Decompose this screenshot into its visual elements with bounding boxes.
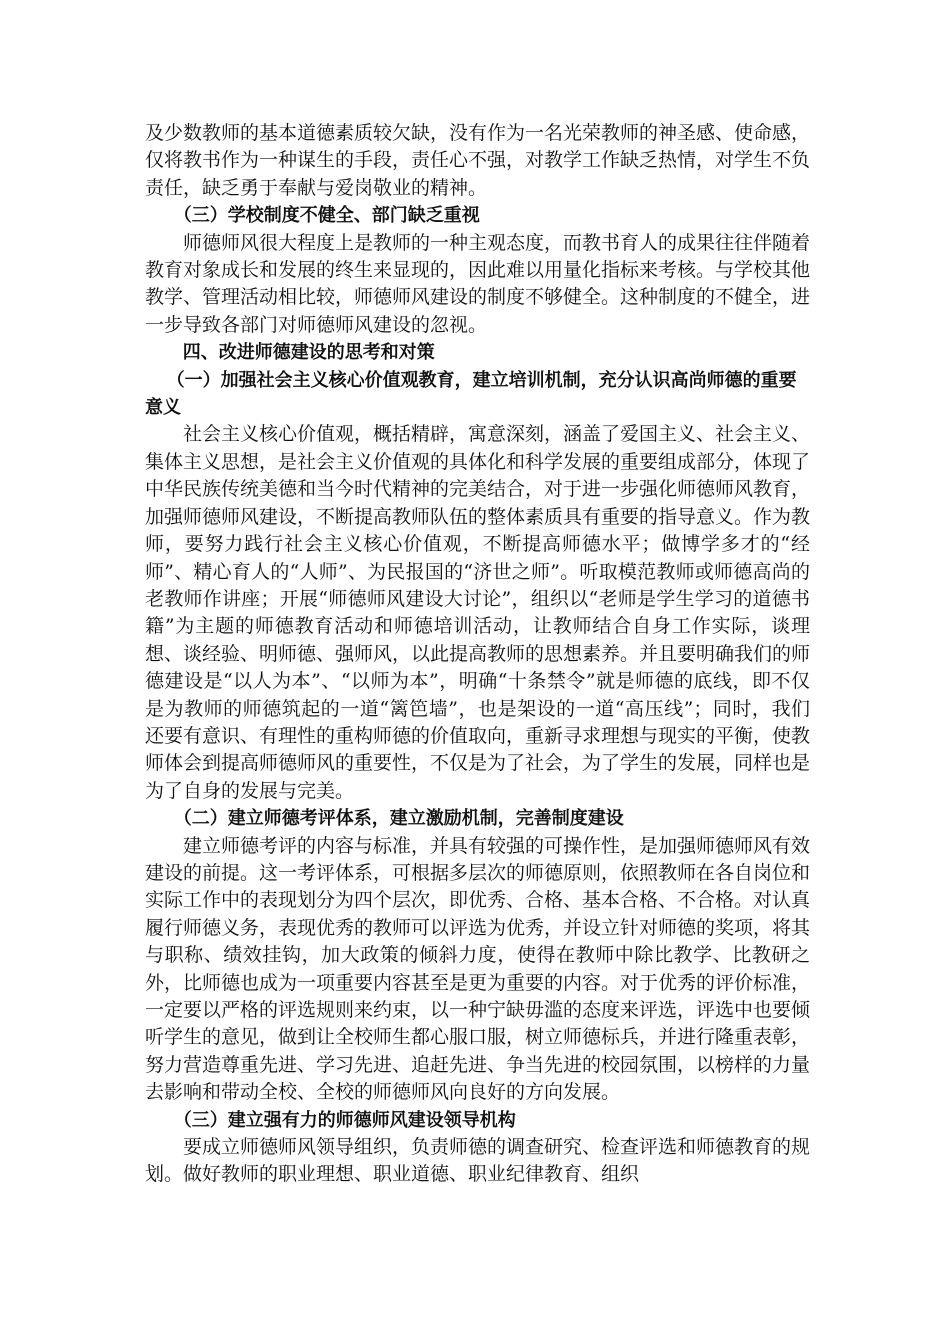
heading-section-four: 四、改进师德建设的思考和对策 [182, 342, 435, 364]
heading-school-system: （三）学校制度不健全、部门缺乏重视 [173, 205, 480, 227]
document-page [145, 120, 810, 1189]
heading-leadership: （三）建立强有力的师德师风建设领导机构 [173, 1109, 516, 1131]
paragraph-core-values: 社会主义核心价值观，概括精辟，寓意深刻，涵盖了爱国主义、社会主义、集体主义思想，是社会主义价值观的具体化和科学发展的重要组成部分，体现了中华民族传统美德和当今时代精神的完美结合，对于进一步强化师德师风教育，加强师德师风建设，不断提高教师队伍的整体素质具有重要的指导意义。作为教师，要努力践行社会主义核心价值观，不断提高师德水平；做博学多才的“经师”、精心育人的“人师”、为民报国的“济世之师”。听取模范教师或师德高尚的老教师作讲座；开展“师德师风建设大讨论”，组织以“老师是学生学习的道德书籍”为主题的师德教育活动和师德培训活动，让教师结合自身工作实际，谈理想、谈经验、明师德、强师风，以此提高教师的思想素养。并且要明确我们的师德建设是“以人为本”、“以师为本”，明确“十条禁令”就是师德的底线，即不仅是为教师的师德筑起的一道“篱笆墙”，也是架设的一道“高压线”；同时，我们还要有意识、有理性的重构师德的价值取向，重新寻求理想与现实的平衡，使教师体会到提高师德师风的重要性，不仅是为了社会，为了学生的发展，同样也是为了自身的发展与完美。 [145, 423, 811, 802]
paragraph-leadership: 要成立师德师风领导组织，负责师德的调查研究、检查评选和师德教育的规划。做好教师的职业理想、职业道德、职业纪律教育、组织 [145, 1136, 811, 1186]
heading-core-values: （一）加强社会主义核心价值观教育，建立培训机制，充分认识高尚师德的重要意义 [145, 369, 797, 419]
paragraph-evaluation-system: 建立师德考评的内容与标准，并具有较强的可操作性，是加强师德师风有效建设的前提。这一考评体系，可根据多层次的师德原则，依照教师在各自岗位和实际工作中的表现划分为四个层次，即优秀、合格、基本合格、不合格。对认真履行师德义务，表现优秀的教师可以评选为优秀，并设立针对师德的奖项，将其与职称、绩效挂钩，加大政策的倾斜力度，使得在教师中除比教学、比教研之外，比师德也成为一项重要内容甚至是更为重要的内容。对于优秀的评价标准，一定要以严格的评选规则来约束，以一种宁缺毋滥的态度来评选，评选中也要倾听学生的意见，做到让全校师生都心服口服，树立师德标兵，并进行隆重表彰，努力营造尊重先进、学习先进、追赶先进、争当先进的校园氛围，以榜样的力量去影响和带动全校、全校的师德师风向良好的方向发展。 [145, 834, 811, 1104]
paragraph-school-system: 师德师风很大程度上是教师的一种主观态度，而教书育人的成果往往伴随着教育对象成长和发展的终生来显现的，因此难以用量化指标来考核。与学校其他教学、管理活动相比较，师德师风建设的制度不够健全。这种制度的不健全，进一步导致各部门对师德师风建设的忽视。 [145, 231, 811, 336]
heading-evaluation-system: （二）建立师德考评体系，建立激励机制，完善制度建设 [173, 808, 624, 830]
paragraph-moral-deficiency: 及少数教师的基本道德素质较欠缺，没有作为一名光荣教师的神圣感、使命感，仅将教书作为一种谋生的手段，责任心不强，对教学工作缺乏热情，对学生不负责任，缺乏勇于奉献与爱岗敬业的精神。 [145, 122, 811, 199]
